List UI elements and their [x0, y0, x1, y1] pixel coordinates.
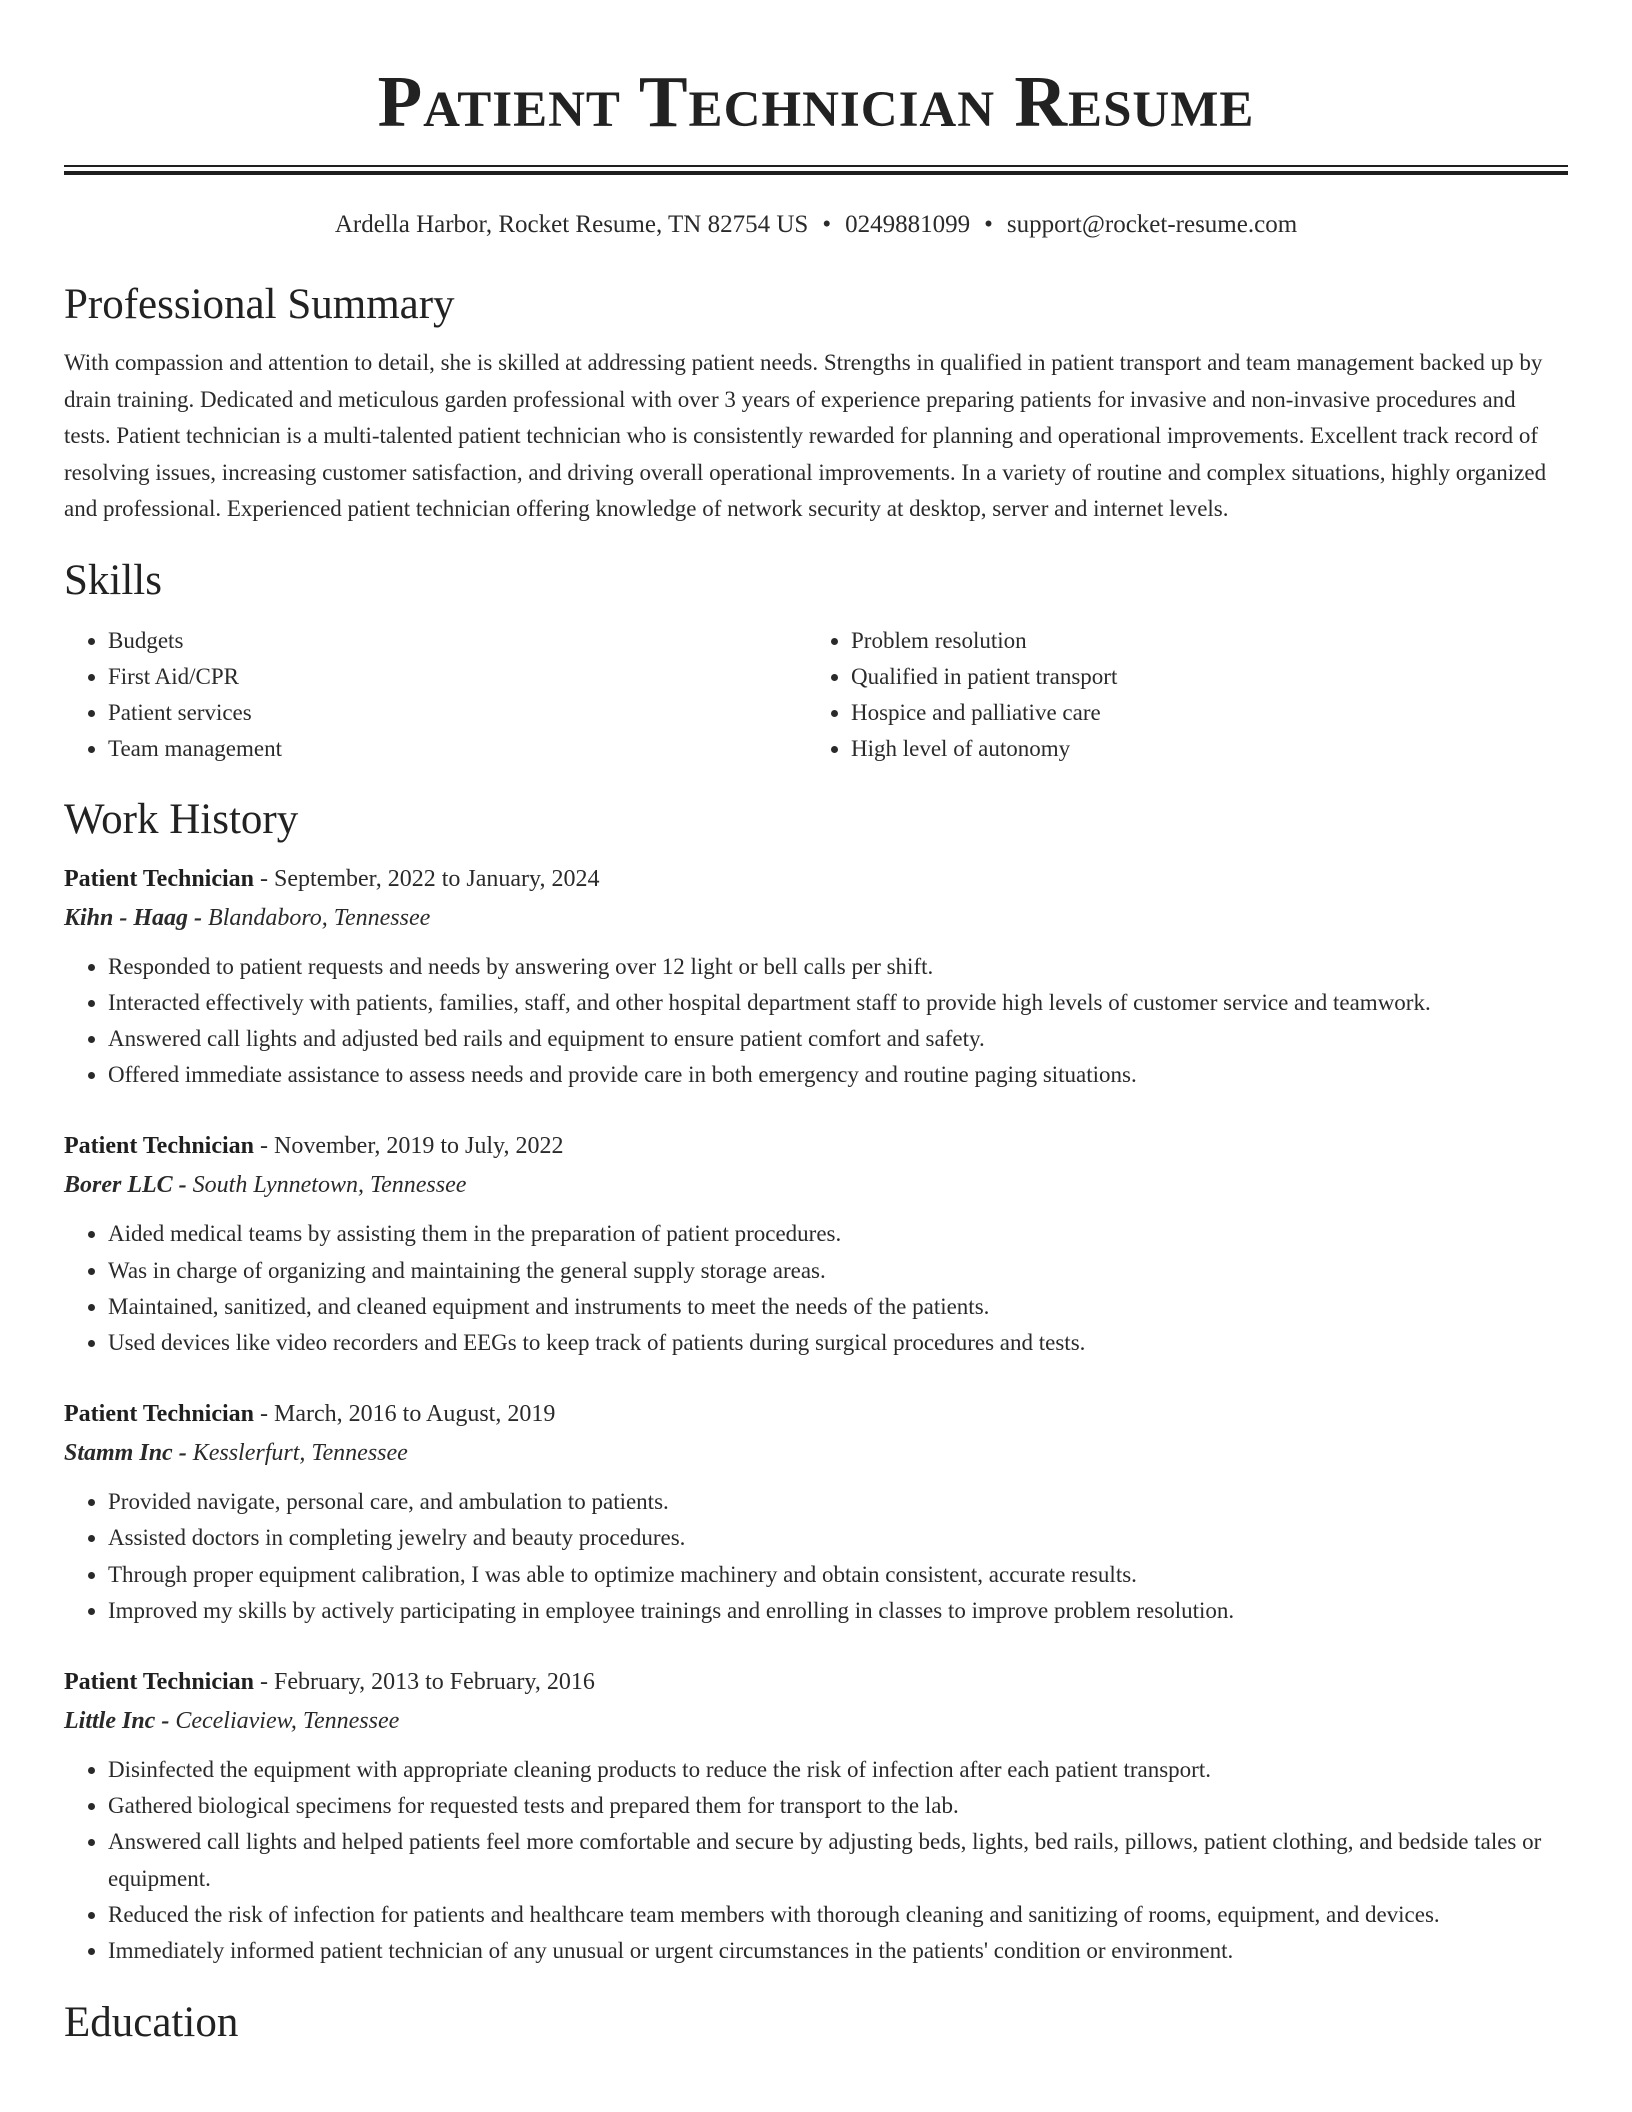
skill-item: • Patient services — [108, 695, 807, 731]
contact-address: Ardella Harbor, Rocket Resume, TN 82754 US — [334, 211, 809, 238]
job-company-line — [64, 1433, 1568, 1473]
job-entry — [64, 1395, 1568, 1629]
skill-item: • Qualified in patient transport — [851, 659, 1550, 695]
duty-item: • Aided medical teams by assisting them in the preparation of patient procedures. — [108, 1216, 1568, 1252]
job-title: Patient Technician — [64, 865, 255, 892]
duty-list — [64, 1484, 1568, 1629]
skill-item: • High level of autonomy — [851, 731, 1550, 767]
duty-item: • Interacted effectively with patients, families, staff, and other hospital department staff to provide high levels of customer service and teamwork. — [108, 985, 1568, 1021]
duty-item: • Reduced the risk of infection for patients and healthcare team members with thorough cleaning and sanitizing of rooms, equipment, and devices. — [108, 1897, 1568, 1933]
company-location: South Lynnetown, Tennessee — [192, 1172, 467, 1199]
job-title: Patient Technician — [64, 1668, 255, 1695]
skill-item: • Team management — [108, 731, 807, 767]
duty-item: • Immediately informed patient technician of any unusual or urgent circumstances in the patients' condition or environment. — [108, 1933, 1568, 1969]
dash: - — [172, 1440, 193, 1467]
job-title: Patient Technician — [64, 1401, 255, 1428]
duty-item: • Disinfected the equipment with appropriate cleaning products to reduce the risk of infection after each patient transport. — [108, 1752, 1568, 1788]
duty-item: • Maintained, sanitized, and cleaned equipment and instruments to meet the needs of the patients. — [108, 1289, 1568, 1325]
company-name: Little Inc — [64, 1707, 156, 1734]
skills-column-left — [64, 623, 807, 767]
company-name: Borer LLC — [64, 1172, 173, 1199]
title-divider — [64, 165, 1568, 175]
job-company-line — [64, 1165, 1568, 1205]
duty-item: • Responded to patient requests and needs by answering over 12 light or bell calls per shift. — [108, 949, 1568, 985]
skills-list — [64, 623, 1568, 767]
duty-item: • Improved my skills by actively participating in employee trainings and enrolling in classes to improve problem resolution. — [108, 1593, 1568, 1629]
duty-item: • Assisted doctors in completing jewelry and beauty procedures. — [108, 1520, 1568, 1556]
job-title-line — [64, 860, 1568, 898]
dash: - — [155, 1707, 176, 1734]
education-heading: Education — [64, 1999, 239, 2047]
job-entry — [64, 860, 1568, 1094]
contact-separator: • — [822, 211, 832, 238]
company-location: Kesslerfurt, Tennessee — [192, 1440, 408, 1467]
duty-item: • Was in charge of organizing and maintaining the general supply storage areas. — [108, 1253, 1568, 1289]
contact-line — [64, 209, 1568, 241]
dash: - — [254, 1668, 275, 1695]
dash: - — [254, 1401, 275, 1428]
summary-text: With compassion and attention to detail, she is skilled at addressing patient needs. Strengths in qualified in patient transport and team management backed up by drain training. Dedicated and meticulous garden professional with over 3 years of experience preparing patients for invasive and non-invasive procedures and tests. Patient technician is a multi-talented patient technician who is consistently rewarded for planning and operational improvements. Excellent track record of resolving issues, increasing customer satisfaction, and driving overall operational improvements. In a variety of routine and complex situations, highly organized and professional. Experienced patient technician offering knowledge of network security at desktop, server and internet levels. — [64, 350, 1547, 521]
job-dates: September, 2022 to January, 2024 — [274, 865, 600, 892]
skills-column-right — [807, 623, 1550, 767]
job-dates: November, 2019 to July, 2022 — [274, 1133, 564, 1160]
skills-heading: Skills — [64, 556, 162, 604]
job-dates: March, 2016 to August, 2019 — [274, 1401, 556, 1428]
job-title-line — [64, 1663, 1568, 1701]
duty-item: • Provided navigate, personal care, and ambulation to patients. — [108, 1484, 1568, 1520]
duty-item: • Answered call lights and adjusted bed rails and equipment to ensure patient comfort and safety. — [108, 1021, 1568, 1057]
duty-item: • Through proper equipment calibration, I was able to optimize machinery and obtain consistent, accurate results. — [108, 1557, 1568, 1593]
job-title: Patient Technician — [64, 1133, 255, 1160]
job-entry — [64, 1663, 1568, 1969]
contact-phone: 0249881099 — [845, 211, 971, 238]
duty-list — [64, 1216, 1568, 1361]
company-name: Stamm Inc — [64, 1440, 173, 1467]
job-company-line — [64, 898, 1568, 938]
dash: - — [172, 1172, 193, 1199]
duty-list — [64, 1752, 1568, 1969]
skill-item: • Hospice and palliative care — [851, 695, 1550, 731]
dash: - — [188, 904, 209, 931]
summary-heading: Professional Summary — [64, 281, 455, 328]
job-entry — [64, 1127, 1568, 1361]
duty-item: • Answered call lights and helped patients feel more comfortable and secure by adjusting beds, lights, bed rails, pillows, patient clothing, and bedside tales or equipment. — [108, 1824, 1568, 1896]
work-history-heading: Work History — [64, 795, 299, 843]
company-location: Blandaboro, Tennessee — [208, 904, 431, 931]
skill-item: • Budgets — [108, 623, 807, 659]
job-company-line — [64, 1701, 1568, 1741]
skill-item: • Problem resolution — [851, 623, 1550, 659]
contact-email: support@rocket-resume.com — [1006, 211, 1298, 238]
resume-page — [64, 0, 1568, 2049]
job-title-line — [64, 1127, 1568, 1165]
dash: - — [254, 1133, 275, 1160]
contact-separator: • — [984, 211, 993, 238]
job-title-line — [64, 1395, 1568, 1433]
duty-item: • Used devices like video recorders and EEGs to keep track of patients during surgical procedures and tests. — [108, 1325, 1568, 1361]
duty-item: • Gathered biological specimens for requested tests and prepared them for transport to the lab. — [108, 1788, 1568, 1824]
dash: - — [254, 865, 275, 892]
company-location: Ceceliaview, Tennessee — [175, 1707, 400, 1734]
duty-item: • Offered immediate assistance to assess needs and provide care in both emergency and routine paging situations. — [108, 1057, 1568, 1093]
skill-item: • First Aid/CPR — [108, 659, 807, 695]
duty-list — [64, 949, 1568, 1094]
company-name: Kihn - Haag — [64, 904, 189, 931]
page-title: Patient Technician Resume — [377, 61, 1255, 142]
job-dates: February, 2013 to February, 2016 — [274, 1668, 595, 1695]
